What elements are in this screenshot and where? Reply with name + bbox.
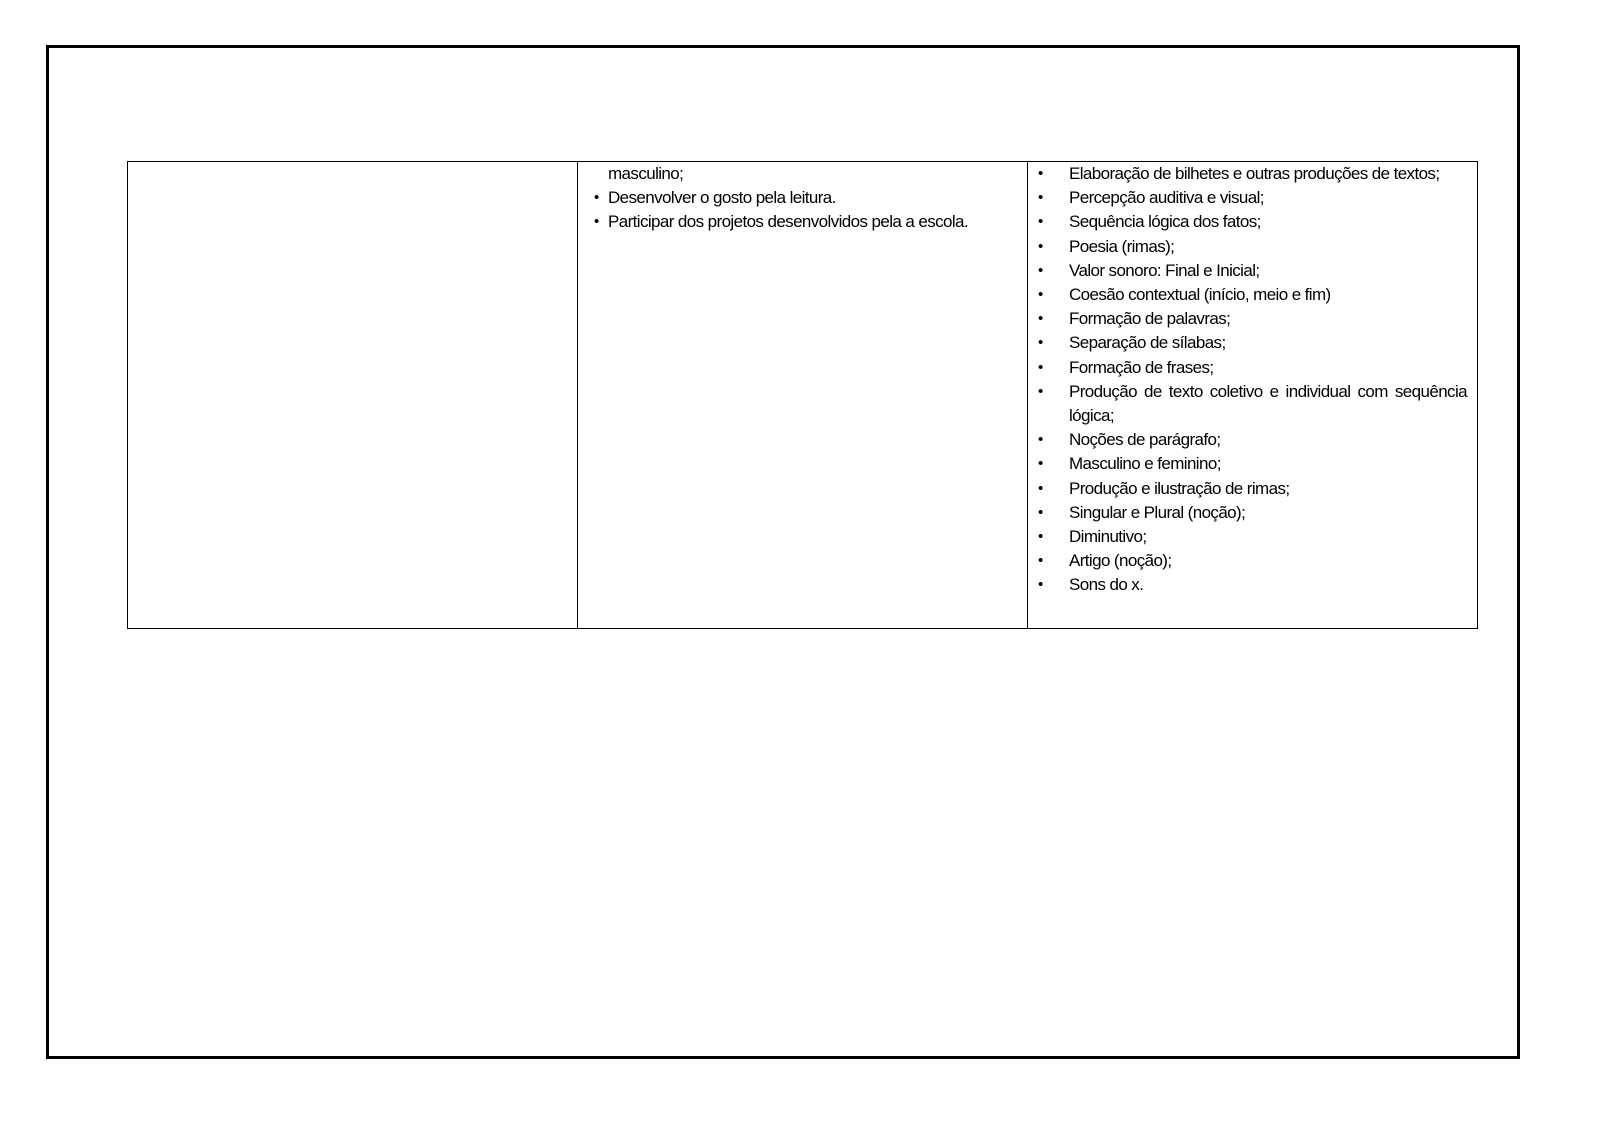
list-item-text: Separação de sílabas; (1069, 333, 1226, 353)
bullet-icon: • (1038, 576, 1043, 594)
list-item (1038, 331, 1467, 355)
table-cell-contents (1028, 162, 1478, 629)
list-item-text: Poesia (rimas); (1069, 236, 1175, 256)
bullet-icon: • (1038, 552, 1043, 570)
bullet-icon: • (1038, 503, 1043, 521)
list-item-text: Produção de texto coletivo e individual com sequência lógica; (1069, 381, 1467, 426)
list-item-text: Sequência lógica dos fatos; (1069, 212, 1261, 232)
bullet-icon: • (1038, 286, 1043, 304)
list-item-text: Formação de palavras; (1069, 309, 1231, 329)
list-item (594, 210, 997, 234)
list-item (1038, 186, 1467, 210)
bullet-icon: • (594, 189, 599, 207)
bullet-icon: • (1038, 431, 1043, 449)
list-item-text: Participar dos projetos desenvolvidos pela a escola. (608, 212, 969, 232)
list-item-text: Noções de parágrafo; (1069, 430, 1221, 450)
list-item (1038, 501, 1467, 525)
list-item (1038, 573, 1467, 597)
bullet-icon: • (1038, 310, 1043, 328)
bullet-icon: • (1038, 189, 1043, 207)
list-item-text: Elaboração de bilhetes e outras produções de textos; (1069, 164, 1440, 183)
contents-list (1038, 162, 1467, 598)
continuation-text: masculino; (608, 164, 684, 183)
list-item (1038, 477, 1467, 501)
list-item (1038, 162, 1467, 186)
bullet-icon: • (1038, 165, 1043, 182)
content-table (127, 161, 1478, 629)
table-cell-empty (128, 162, 578, 629)
list-item (1038, 452, 1467, 476)
list-item-text: Percepção auditiva e visual; (1069, 188, 1264, 208)
bullet-icon: • (1038, 382, 1043, 400)
bullet-icon: • (594, 213, 599, 231)
list-item-text: Formação de frases; (1069, 357, 1214, 377)
list-item (594, 186, 997, 210)
bullet-icon: • (1038, 237, 1043, 255)
list-item (1038, 380, 1467, 428)
bullet-icon: • (1038, 479, 1043, 497)
list-item (1038, 307, 1467, 331)
bullet-icon: • (1038, 528, 1043, 546)
list-item-text: Coesão contextual (início, meio e fim) (1069, 285, 1331, 305)
bullet-icon: • (1038, 261, 1043, 279)
table-cell-objectives (578, 162, 1028, 629)
list-item-text: Desenvolver o gosto pela leitura. (608, 188, 836, 208)
list-item (1038, 259, 1467, 283)
list-item-text: Diminutivo; (1069, 527, 1147, 547)
list-item (1038, 210, 1467, 234)
list-item (1038, 428, 1467, 452)
objectives-list (594, 186, 997, 234)
list-item-text: Valor sonoro: Final e Inicial; (1069, 260, 1260, 280)
table-row (128, 162, 1478, 629)
list-item (1038, 283, 1467, 307)
bullet-icon: • (1038, 334, 1043, 352)
list-item (1038, 525, 1467, 549)
list-item-text: Produção e ilustração de rimas; (1069, 478, 1290, 498)
list-item (1038, 356, 1467, 380)
list-item-text: Artigo (noção); (1069, 551, 1172, 571)
list-item-text: Masculino e feminino; (1069, 454, 1221, 474)
list-item (1038, 235, 1467, 259)
list-item-text: Singular e Plural (noção); (1069, 502, 1246, 522)
bullet-icon: • (1038, 213, 1043, 231)
bullet-icon: • (1038, 358, 1043, 376)
list-item (1038, 549, 1467, 573)
list-item-text: Sons do x. (1069, 575, 1144, 595)
bullet-icon: • (1038, 455, 1043, 473)
